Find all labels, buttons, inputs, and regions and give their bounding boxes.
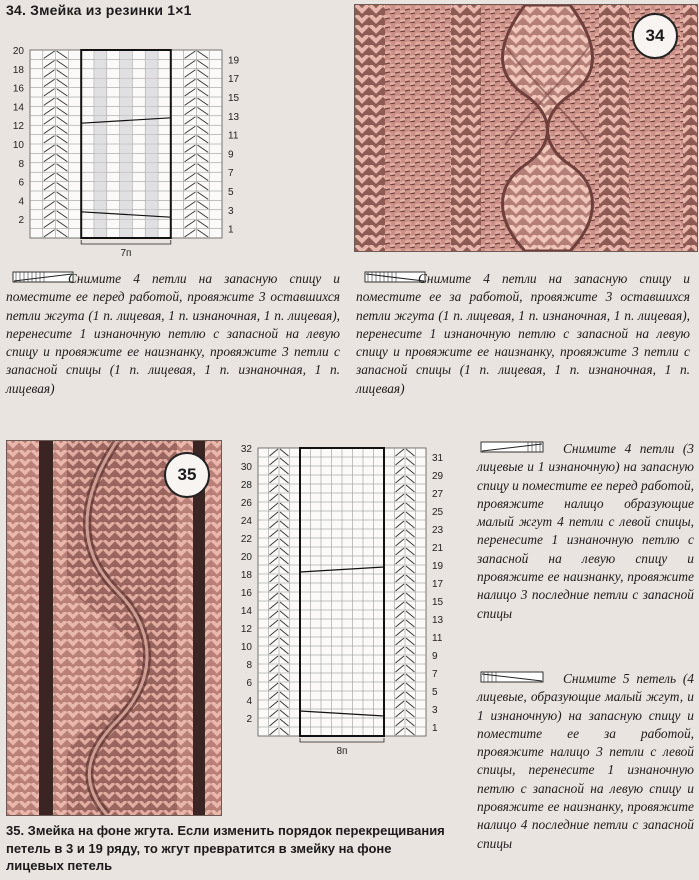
row-number-left: 28 [240,480,252,491]
legend-35-front-label: Снимите 4 петли (3 лицевые и 1 изнаночную) на запасную спицу и поместите ее перед работой, провяжите налицо образующие малый жгут 4 петли с левой спицы, перенесите 1 изнаночную петлю с запасной на левую спицу и провяжите ее наизнанку, провяжите налицо 3 последние петли с запасной спицы [477,441,695,621]
legend-34-back-text [356,270,690,398]
pattern-34-title: 34. Змейка из резинки 1×1 [6,2,192,18]
pattern-35-number-badge: 35 [164,452,210,498]
row-number-left: 20 [12,46,24,57]
row-number-left: 4 [246,696,252,707]
pattern-35-photo [6,440,222,816]
row-number-right: 13 [228,111,240,123]
purl-column-shade [120,50,133,238]
row-number-left: 14 [12,102,24,114]
row-number-right: 15 [228,93,240,104]
row-number-right: 21 [432,543,444,554]
legend-35-back-label: Снимите 5 петель (4 лицевые, образующие малый жгут, и 1 изнаночную) на запасную спицу и поместите ее за работой, провяжите налицо 3 петли с левой спицы, перенесите 1 изнаночную петлю с запасной на левую спицу и провяжите ее наизнанку, провяжите налицо 4 последние петли с запасной спицы [477,671,694,851]
stitch-count-label: 7п [120,248,132,259]
row-number-right: 19 [228,55,240,67]
row-number-left: 14 [240,606,252,617]
row-number-right: 9 [432,651,438,662]
row-number-left: 8 [246,660,252,671]
knitting-chart-34 [0,40,250,265]
row-number-left: 22 [240,534,252,545]
row-number-left: 18 [240,570,252,581]
row-number-right: 7 [432,669,438,680]
row-number-left: 4 [18,196,24,208]
knitting-chart-35 [228,440,468,772]
row-number-right: 19 [432,561,444,572]
row-number-right: 5 [228,187,234,198]
row-number-right: 1 [432,723,438,734]
legend-35-back-text [477,670,694,853]
row-number-left: 10 [240,642,252,653]
row-number-right: 15 [432,597,444,608]
row-number-left: 18 [12,64,24,76]
stitch-count-bracket [300,738,384,742]
row-number-left: 6 [18,177,24,189]
row-number-left: 10 [12,140,24,151]
row-number-right: 31 [432,453,444,464]
row-number-right: 3 [228,205,234,217]
row-number-left: 2 [246,714,252,725]
row-number-right: 23 [432,525,444,536]
row-number-left: 16 [240,588,252,599]
row-number-right: 3 [432,705,438,716]
row-number-right: 29 [432,471,444,482]
row-number-left: 6 [246,678,252,689]
row-number-right: 1 [228,224,234,236]
pattern-34-photo [354,4,698,252]
row-number-right: 13 [432,615,444,626]
row-number-left: 26 [240,498,252,509]
legend-34-front-label: Снимите 4 петли на запасную спицу и поместите ее перед работой, провяжите 3 оставшихся петли жгута (1 п. лицевая, 1 п. изнаночная, 1 п. лицевая), перенесите 1 изнаночную петлю с запасной на левую спицу и провяжите ее наизнанку, провяжите 3 петли с запасной спицы (1 п. лицевая, 1 п. изнаночная, 1 п. лицевая) [6,271,340,396]
row-number-right: 17 [228,74,240,86]
legend-35-front-text [477,440,694,623]
pattern-34-number-badge: 34 [632,13,678,59]
row-number-right: 17 [432,579,444,590]
row-number-left: 30 [240,462,252,473]
pattern-35-caption: 35. Змейка на фоне жгута. Если изменить порядок перекрещивания петель в 3 и 19 ряду, то жгут превратится в змейку на фоне лицевых петель [6,823,445,873]
purl-column-shade [94,50,107,238]
legend-34-back-label: Снимите 4 петли на запасную спицу и поместите ее за работой, провяжите 3 оставшихся петли жгута (1 п. лицевая, 1 п. изнаночная, 1 п. лицевая), перенесите 1 изнаночную петлю с запасной на левую спицу и провяжите ее наизнанку, провяжите 3 петли с запасной спицы (1 п. лицевая, 1 п. изнаночная, 1 п. лицевая) [356,271,690,396]
row-number-right: 5 [432,687,438,698]
legend-34-front-text [6,270,340,398]
row-number-right: 7 [228,168,234,180]
row-number-left: 32 [240,444,252,455]
row-number-left: 12 [240,624,252,635]
row-number-left: 8 [18,158,24,170]
row-number-left: 16 [12,83,24,95]
row-number-left: 24 [240,516,252,527]
row-number-right: 11 [228,130,239,142]
row-number-right: 27 [432,489,444,500]
purl-column-shade [145,50,158,238]
stitch-count-bracket [81,240,171,244]
row-number-left: 2 [18,215,24,227]
row-number-right: 11 [432,633,443,644]
row-number-left: 12 [12,121,24,133]
row-number-right: 25 [432,507,444,518]
row-number-right: 9 [228,149,234,161]
row-number-left: 20 [240,552,252,563]
stitch-count-label: 8п [336,746,348,757]
